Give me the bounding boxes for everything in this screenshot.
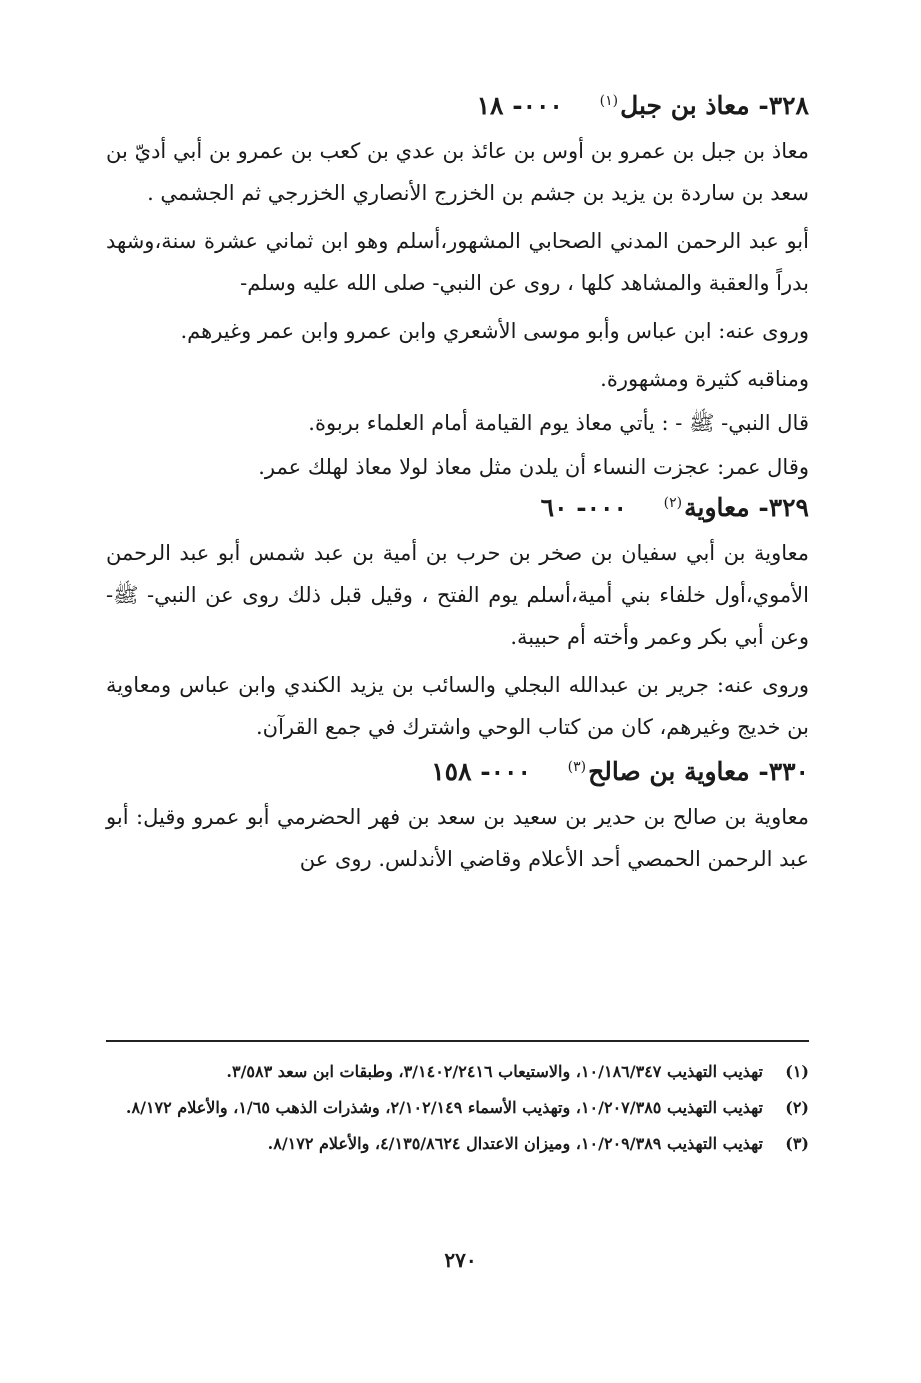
- entry-number: ٣٢٩-: [758, 493, 809, 522]
- footnote-text: تهذيب التهذيب ١٠/٢٠٧/٣٨٥، وتهذيب الأسماء ٢/١٠٢/١٤٩، وشذرات الذهب ١/٦٥، والأعلام ٨/١٧٢.: [125, 1098, 763, 1117]
- footnotes-section: [106, 1040, 809, 1164]
- entry-paragraph: معاوية بن صالح بن حدير بن سعيد بن سعد بن فهر الحضرمي أبو عمرو وقيل: أبو عبد الرحمن الحمصي أحد الأعلام وقاضي الأندلس. روى عن: [106, 805, 809, 871]
- page-number: ٢٧٠: [444, 1248, 477, 1272]
- biography-entry-328: [106, 88, 809, 488]
- footnote: [106, 1128, 809, 1160]
- entry-heading: [106, 490, 809, 526]
- footnote-text: تهذيب التهذيب ١٠/٢٠٩/٣٨٩، وميزان الاعتدال ٤/١٣٥/٨٦٢٤، والأعلام ٨/١٧٢.: [267, 1134, 763, 1153]
- footnote-mark: (٣): [785, 1134, 809, 1153]
- entry-name: معاوية بن صالح: [588, 757, 750, 786]
- entry-name: معاذ بن جبل: [620, 91, 750, 120]
- biography-entry-330: [106, 754, 809, 880]
- footnote-mark: (٢): [785, 1098, 809, 1117]
- entry-paragraph: وروى عنه: ابن عباس وأبو موسى الأشعري وابن عمرو وابن عمر وغيرهم.: [180, 319, 809, 343]
- entry-paragraph: أبو عبد الرحمن المدني الصحابي المشهور،أسلم وهو ابن ثماني عشرة سنة،وشهد بدراً والعقبة والمشاهد كلها ، روى عن النبي- صلى الله عليه وسلم-: [106, 229, 809, 295]
- entry-heading: [106, 88, 809, 124]
- footnote: [106, 1056, 809, 1088]
- entry-paragraph: وروى عنه: جرير بن عبدالله البجلي والسائب بن يزيد الكندي وابن عباس ومعاوية بن خديج وغيرهم، كان من كتاب الوحي واشترك في جمع القرآن.: [106, 673, 809, 739]
- entry-paragraph: معاذ بن جبل بن عمرو بن أوس بن عائذ بن عدي بن كعب بن عمرو بن أبي أديّ بن سعد بن ساردة بن يزيد بن جشم بن الخزرج الأنصاري الخزرجي ثم الجشمي .: [106, 139, 809, 205]
- entry-name: معاوية: [684, 493, 750, 522]
- entry-paragraph: قال النبي- ﷺ - : يأتي معاذ يوم القيامة أمام العلماء بربوة.: [308, 411, 809, 435]
- entry-number: ٣٢٨-: [758, 91, 809, 120]
- footnote-mark: (١): [785, 1062, 809, 1081]
- entry-dates: ٠٠٠- ٦٠: [540, 493, 627, 522]
- footnote-reference[interactable]: (٢): [663, 494, 683, 511]
- entry-paragraph: وقال عمر: عجزت النساء أن يلدن مثل معاذ لولا معاذ لهلك عمر.: [258, 455, 809, 479]
- footnote: [106, 1092, 809, 1124]
- footnote-reference[interactable]: (٣): [567, 758, 587, 775]
- entry-dates: ٠٠٠- ١٨: [476, 91, 563, 120]
- biography-entry-329: [106, 490, 809, 748]
- footnote-reference[interactable]: (١): [599, 92, 619, 109]
- entry-number: ٣٣٠-: [758, 757, 809, 786]
- entry-dates: ٠٠٠- ١٥٨: [431, 757, 531, 786]
- entry-paragraph: ومناقبه كثيرة ومشهورة.: [600, 367, 809, 391]
- entry-heading: [106, 754, 809, 790]
- entry-paragraph: معاوية بن أبي سفيان بن صخر بن حرب بن أمية بن عبد شمس أبو عبد الرحمن الأموي،أول خلفاء بني أمية،أسلم يوم الفتح ، وقيل قبل ذلك روى عن النبي- ﷺ- وعن أبي بكر وعمر وأخته أم حبيبة.: [106, 541, 809, 649]
- footnote-text: تهذيب التهذيب ١٠/١٨٦/٣٤٧، والاستيعاب ٣/١٤٠٢/٢٤١٦، وطبقات ابن سعد ٣/٥٨٣.: [226, 1062, 763, 1081]
